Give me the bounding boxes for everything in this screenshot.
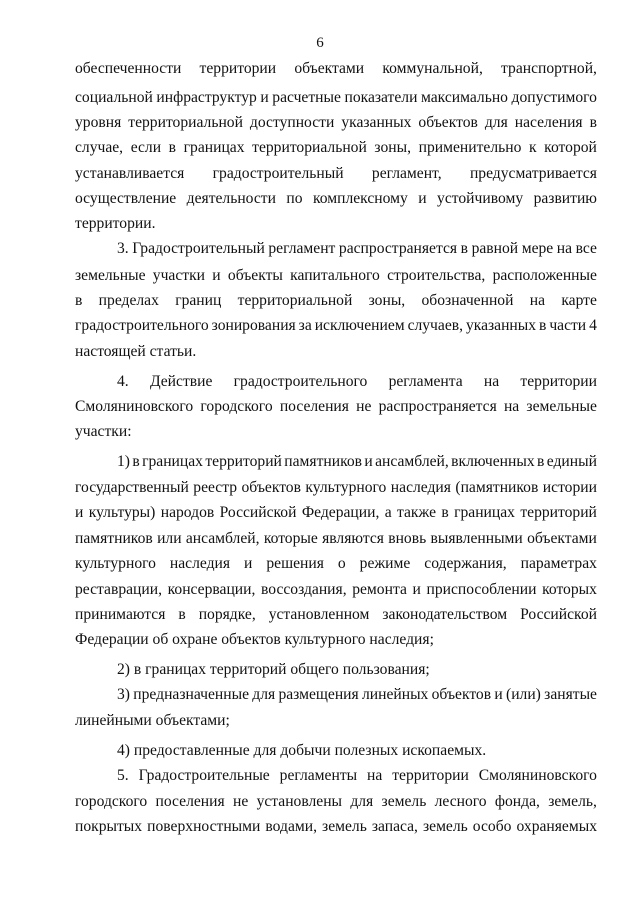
page-number: 6 (316, 35, 324, 51)
text-word: территории (520, 373, 597, 390)
text-word: параметрах (520, 555, 597, 572)
text-word: объектами (527, 530, 597, 547)
text-word: участки (152, 267, 205, 284)
text-word: наследия (390, 479, 451, 496)
text-word: принимаются (75, 606, 166, 623)
text-word: обеспеченности (75, 60, 182, 77)
text-line (75, 88, 597, 108)
text-word: если (130, 139, 162, 156)
text-word: показатели (344, 89, 418, 106)
text-word: запаса, (371, 818, 418, 835)
text-word: которые (263, 530, 318, 547)
text-line (75, 817, 597, 837)
text-word: территорий (520, 504, 597, 521)
text-word: территории (392, 767, 469, 784)
text-word: на (556, 240, 573, 257)
text-word: территории (199, 60, 277, 77)
text-word: строительства, (387, 267, 486, 284)
text-word: транспортной, (501, 60, 597, 77)
text-word: градостроительного (75, 317, 209, 334)
text-word: развитию (533, 190, 597, 207)
text-word: для (484, 114, 508, 131)
text-word: выявленными (430, 530, 523, 547)
text-word: территориальной (237, 292, 353, 309)
text-word: единый (546, 453, 597, 470)
text-line (75, 138, 597, 158)
text-word: ансамблей, (375, 453, 449, 470)
text-line (75, 59, 597, 79)
text-word: регламент, (371, 165, 442, 182)
text-word: территорий (205, 453, 282, 470)
text-word: все (575, 240, 597, 257)
text-word: указанных (465, 317, 537, 334)
text-word: культурного (75, 555, 156, 572)
text-word: истории (542, 479, 597, 496)
text-word: водами, (265, 818, 317, 835)
text-word: законодательством (382, 606, 508, 623)
text-line (117, 452, 597, 472)
text-word: воссоздания, (261, 581, 347, 598)
text-word: народов (160, 504, 215, 521)
text-word: в (168, 139, 177, 156)
text-word: государственный (75, 479, 189, 496)
text-word: коммунальной, (382, 60, 483, 77)
text-word: 1) (117, 453, 130, 470)
text-word: размещения (278, 686, 359, 703)
text-word: ансамблей, (185, 530, 260, 547)
text-word: распространяется (378, 398, 497, 415)
text-word: зонирования (211, 317, 296, 334)
text-line (75, 503, 597, 523)
text-word: земель (381, 793, 427, 810)
text-word: Смоляниновского (75, 398, 194, 415)
text-word: в (589, 114, 597, 131)
text-word: в (178, 606, 186, 623)
text-word: в (441, 504, 449, 521)
text-word: осуществление (75, 190, 177, 207)
text-word: объектов (241, 479, 301, 496)
text-word: покрытых (75, 818, 143, 835)
text-word: карте (561, 292, 597, 309)
text-word: зоны, (374, 139, 412, 156)
text-word: также (397, 504, 436, 521)
text-word: приспособлении (426, 581, 537, 598)
text-word: уровня (75, 114, 122, 131)
text-word: объектов (431, 686, 492, 703)
text-line (75, 529, 597, 549)
text-word: и (364, 453, 373, 470)
text-word: городского (75, 793, 148, 810)
text-line (75, 397, 597, 417)
text-word: ремонта (352, 581, 407, 598)
text-word: 3) (117, 686, 130, 703)
text-word: и (418, 190, 427, 207)
text-line: линейными объектами; (75, 712, 230, 729)
text-word: объектов (418, 114, 478, 131)
text-word: границах (142, 453, 203, 470)
text-word: в (132, 453, 140, 470)
text-word: поселения (155, 793, 225, 810)
text-word: Российской (219, 504, 297, 521)
text-word: Федерации, (301, 504, 380, 521)
text-line: участки: (75, 423, 132, 440)
text-line (75, 792, 597, 812)
text-word: земель (322, 818, 367, 835)
text-word: в (537, 453, 545, 470)
text-word: предназначенные (133, 686, 249, 703)
text-line (117, 239, 597, 259)
text-word: особо (472, 818, 512, 835)
text-word: регламента (388, 373, 463, 390)
text-word: поселения (279, 398, 349, 415)
text-word: охраняемых (516, 818, 597, 835)
text-word: лесного (434, 793, 487, 810)
text-word: или (157, 530, 182, 547)
text-word: линейных (361, 686, 429, 703)
text-word: пределах (98, 292, 159, 309)
text-line (75, 189, 597, 209)
text-word: части (549, 317, 587, 334)
text-word: которой (544, 139, 597, 156)
text-word: исключением (314, 317, 405, 334)
text-word: городского (200, 398, 273, 415)
text-line: 4) предоставленные для добычи полезных ископаемых. (117, 742, 487, 759)
text-line: настоящей статьи. (75, 343, 197, 360)
text-word: в (460, 240, 469, 257)
text-line (75, 478, 597, 498)
text-word: равной (471, 240, 519, 257)
text-line (117, 766, 597, 786)
text-word: 3. (117, 240, 129, 257)
text-word: порядке, (198, 606, 256, 623)
text-word: Российской (520, 606, 597, 623)
text-word: случаев, (407, 317, 464, 334)
text-line (75, 266, 597, 286)
text-word: земельные (526, 398, 597, 415)
text-word: и (244, 555, 253, 572)
text-word: 4 (589, 317, 597, 334)
text-word: обозначенной (421, 292, 514, 309)
text-word: градостроительного (233, 373, 368, 390)
text-word: в (539, 317, 547, 334)
text-word: земель, (548, 793, 597, 810)
text-word: режиме (359, 555, 411, 572)
text-word: допустимого (511, 89, 597, 106)
text-word: границах (183, 139, 245, 156)
text-word: на (529, 292, 546, 309)
text-word: земель (422, 818, 468, 835)
text-word: зоны, (368, 292, 406, 309)
text-word: Действие (149, 373, 213, 390)
text-word: консервации, (167, 581, 256, 598)
text-line (75, 554, 597, 574)
text-line (75, 291, 597, 311)
text-word: предусматривается (469, 165, 597, 182)
text-word: решения (266, 555, 324, 572)
text-word: границ (175, 292, 222, 309)
text-word: за (298, 317, 312, 334)
text-line (75, 580, 597, 600)
text-word: реставрации, (75, 581, 162, 598)
text-word: занятые (544, 686, 597, 703)
text-word: вновь (388, 530, 427, 547)
text-line: Федерации об охране объектов культурного наследия; (75, 631, 434, 648)
text-word: объектами (294, 60, 365, 77)
text-word: культуры) (88, 504, 156, 521)
text-word: для (350, 793, 374, 810)
text-line (75, 113, 597, 133)
text-word: социальной (75, 89, 153, 106)
text-word: устанавливается (75, 165, 185, 182)
text-word: реестр (193, 479, 238, 496)
text-word: на (483, 373, 500, 390)
text-word: в (75, 292, 83, 309)
text-word: территориальной (252, 139, 367, 156)
text-word: и (260, 89, 269, 106)
text-word: к (528, 139, 537, 156)
text-word: мере (521, 240, 554, 257)
text-word: населения (514, 114, 583, 131)
text-word: расположенные (492, 267, 597, 284)
text-word: 5. (117, 767, 129, 784)
text-word: указанных (341, 114, 412, 131)
text-line (75, 164, 597, 184)
text-line: 2) в границах территорий общего пользования; (117, 661, 430, 678)
text-word: для (252, 686, 276, 703)
text-word: не (356, 398, 372, 415)
text-line (117, 372, 597, 392)
text-word: территориальной (128, 114, 243, 131)
text-word: Смоляниновского (478, 767, 597, 784)
text-word: не (232, 793, 249, 810)
text-word: включенных (451, 453, 535, 470)
text-word: доступности (249, 114, 335, 131)
text-line (75, 605, 597, 625)
text-word: наследия (169, 555, 231, 572)
text-word: Градостроительный (132, 240, 265, 257)
text-word: Градостроительные (138, 767, 270, 784)
text-word: объекты (227, 267, 283, 284)
text-word: применительно (418, 139, 522, 156)
text-word: (или) (506, 686, 541, 703)
text-word: 4. (117, 373, 129, 390)
text-word: на (503, 398, 520, 415)
text-word: максимально (420, 89, 508, 106)
text-word: земельные (75, 267, 146, 284)
text-word: которых (542, 581, 597, 598)
text-line: территории. (75, 215, 156, 232)
text-word: капитального (290, 267, 380, 284)
text-word: комплексному (312, 190, 408, 207)
text-word: устойчивому (437, 190, 524, 207)
text-word: градостроительный (212, 165, 344, 182)
text-word: поверхностными (147, 818, 261, 835)
text-word: памятников (75, 530, 153, 547)
text-word: и (494, 686, 503, 703)
text-word: распространяется (338, 240, 458, 257)
text-word: а (384, 504, 392, 521)
text-word: установлены (256, 793, 343, 810)
text-word: по (286, 190, 303, 207)
text-word: (памятников (455, 479, 539, 496)
text-word: установленном (268, 606, 370, 623)
text-word: о (337, 555, 346, 572)
text-line (117, 685, 597, 705)
text-word: являются (322, 530, 384, 547)
text-word: границах (454, 504, 515, 521)
text-word: памятников (284, 453, 363, 470)
text-word: расчетные (272, 89, 341, 106)
text-word: культурного (305, 479, 387, 496)
text-word: содержания, (424, 555, 507, 572)
text-word: регламенты (279, 767, 358, 784)
text-word: и (75, 504, 84, 521)
text-word: регламент (268, 240, 336, 257)
text-word: и (212, 267, 221, 284)
text-word: и (412, 581, 421, 598)
text-line (75, 316, 597, 336)
text-word: инфраструктур (156, 89, 257, 106)
text-word: случае, (75, 139, 124, 156)
text-word: деятельности (186, 190, 276, 207)
text-word: на (367, 767, 383, 784)
text-word: фонда, (494, 793, 540, 810)
